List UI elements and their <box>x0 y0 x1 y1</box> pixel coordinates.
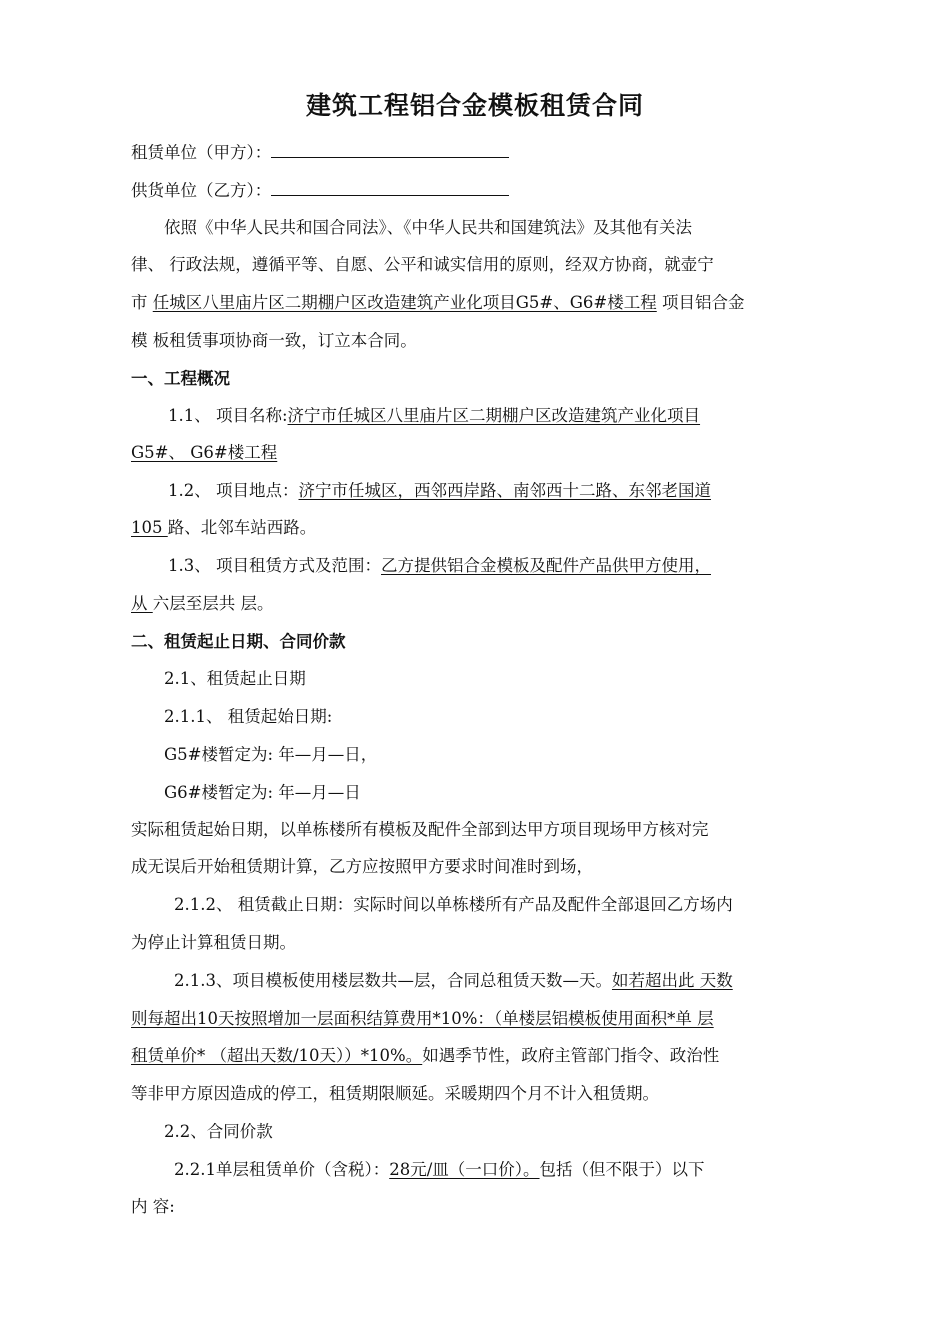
item-2-2-1-tail: 包括（但不限于）以下 <box>539 1160 705 1179</box>
item-1-1 <box>168 405 700 427</box>
party-a-blank <box>271 143 509 158</box>
item-1-3-continued <box>131 593 274 615</box>
unit-price: 28元/皿（一口价）。 <box>389 1160 540 1179</box>
item-1-3-label: 1.3、 项目租赁方式及范围： <box>168 556 381 575</box>
item-1-2-value: 济宁市任城区，西邻西岸路、南邻西十二路、东邻老国道 <box>298 481 711 500</box>
party-a-label: 租赁单位（甲方）： <box>131 143 272 162</box>
item-2-1-2-line-1: 2.1.2、 租赁截止日期：实际时间以单栋楼所有产品及配件全部退回乙方场内 <box>174 895 733 914</box>
page-title: 建筑工程铝合金模板租赁合同 <box>305 91 644 120</box>
party-b-blank <box>271 181 509 196</box>
item-2-1-3-text: 2.1.3、项目模板使用楼层数共—层，合同总租赁天数—天。 <box>174 971 612 990</box>
item-2-1-3-exception: 如遇季节性，政府主管部门指令、政治性 <box>422 1046 720 1065</box>
item-1-1-label: 1.1、 项目名称: <box>168 406 288 425</box>
item-2-1-3-line-2: 则每超出10天按照增加一层面积结算费用*10%：（单楼层铝模板使用面积*单 层 <box>131 1009 714 1028</box>
item-2-1-3-line-3 <box>131 1045 719 1067</box>
g5-start-date: G5#楼暂定为: 年—月—日， <box>164 745 378 764</box>
item-2-1-3-line-1 <box>174 970 733 992</box>
item-2-1: 2.1、租赁起止日期 <box>164 669 306 688</box>
item-2-1-2-line-2: 为停止计算租赁日期。 <box>131 933 296 952</box>
item-1-3-floors: 六层至层共 层。 <box>152 594 274 613</box>
item-1-2-road-number: 105 <box>131 518 168 537</box>
actual-start-line-2: 成无误后开始租赁期计算，乙方应按照甲方要求时间准时到场， <box>131 857 593 876</box>
intro-line-3-prefix: 市 <box>131 293 153 312</box>
item-2-1-3-line-4: 等非甲方原因造成的停工，租赁期限顺延。采暖期四个月不计入租赁期。 <box>131 1084 659 1103</box>
party-b-label: 供货单位（乙方）： <box>131 181 272 200</box>
intro-line-3-suffix: 项目铝合金 <box>656 293 745 312</box>
section-2-heading: 二、租赁起止日期、合同价款 <box>131 632 346 651</box>
intro-line-1: 依照《中华人民共和国合同法》、《中华人民共和国建筑法》及其他有关法 <box>164 218 692 237</box>
item-1-3-value: 乙方提供铝合金模板及配件产品供甲方使用， <box>381 556 711 575</box>
intro-line-4: 模 板租赁事项协商一致，订立本合同。 <box>131 331 417 350</box>
item-2-2-1 <box>174 1159 705 1181</box>
project-name-underlined: 任城区八里庙片区二期棚户区改造建筑产业化项目G5#、G6#楼工程 <box>152 293 657 312</box>
item-1-2-continued <box>131 517 316 539</box>
item-1-1-continued: G5#、 G6#楼工程 <box>131 443 278 462</box>
party-b-line <box>131 180 509 202</box>
item-1-1-value: 济宁市任城区八里庙片区二期棚户区改造建筑产业化项目 <box>287 406 701 425</box>
item-2-2-1-continued: 内 容: <box>131 1197 175 1216</box>
item-1-2-rest: 路、北邻车站西路。 <box>167 518 317 537</box>
actual-start-line-1: 实际租赁起始日期，以单栋楼所有模板及配件全部到达甲方项目现场甲方核对完 <box>131 820 709 839</box>
item-1-2-label: 1.2、 项目地点： <box>168 481 299 500</box>
item-1-3-from: 从 <box>131 594 153 613</box>
intro-line-3 <box>131 292 745 314</box>
section-1-heading: 一、工程概况 <box>131 369 230 388</box>
g6-start-date: G6#楼暂定为: 年—月—日 <box>164 783 361 802</box>
intro-line-2: 律、 行政法规，遵循平等、自愿、公平和诚实信用的原则，经双方协商，就壶宁 <box>131 255 714 274</box>
item-2-1-3-overrun: 如若超出此 天数 <box>611 971 733 990</box>
item-2-2-1-label: 2.2.1单层租赁单价（含税）： <box>174 1160 390 1179</box>
party-a-line <box>131 142 509 164</box>
item-1-3 <box>168 555 711 577</box>
item-2-1-1: 2.1.1、 租赁起始日期: <box>164 707 333 726</box>
item-1-2 <box>168 480 711 502</box>
item-2-1-3-formula: 租赁单价* （超出天数/10天））*10%。 <box>131 1046 423 1065</box>
item-2-2: 2.2、合同价款 <box>164 1122 273 1141</box>
